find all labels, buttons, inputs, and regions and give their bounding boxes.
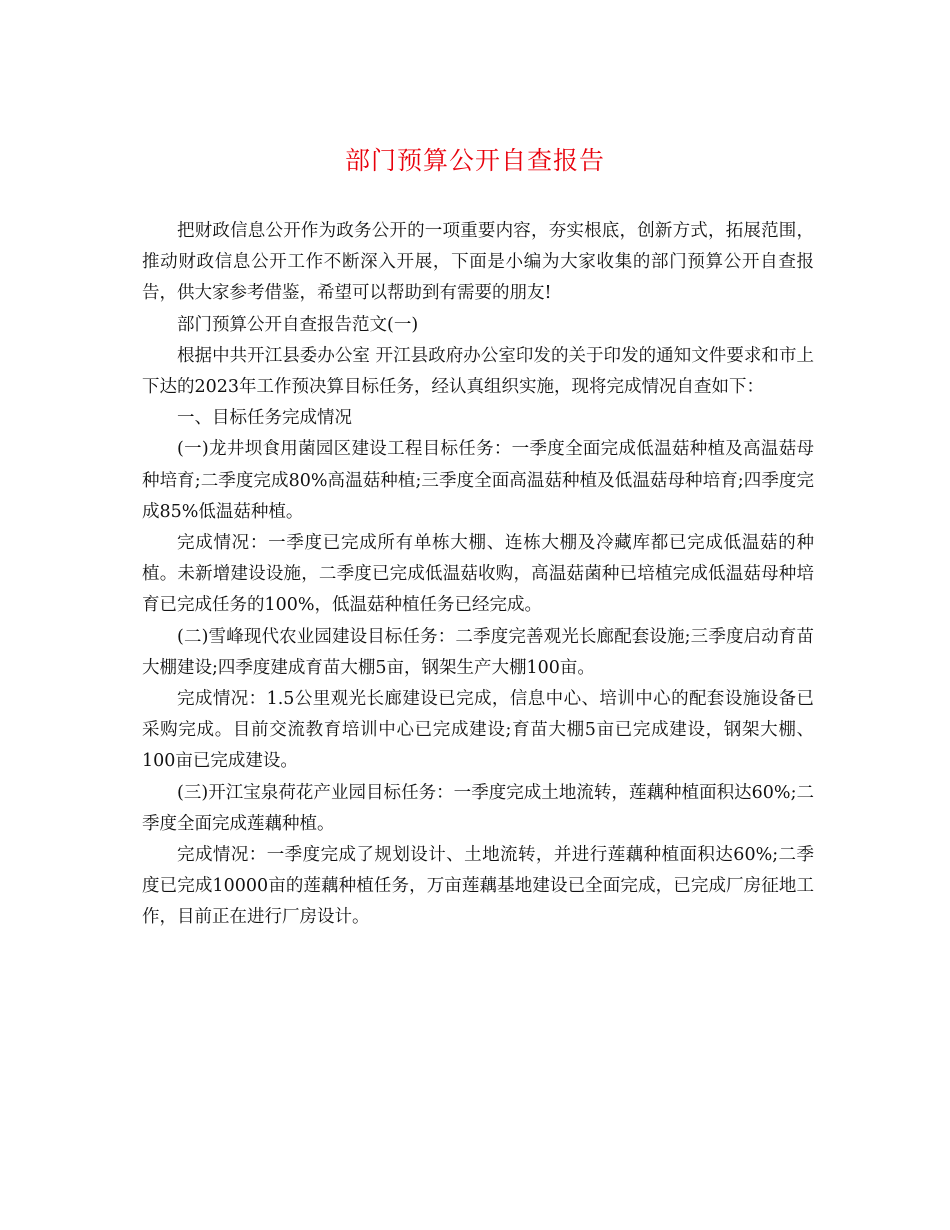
paragraph-basis: 根据中共开江县委办公室 开江县政府办公室印发的关于印发的通知文件要求和市上下达的2023年工作预决算目标任务，经认真组织实施，现将完成情况自查如下： [142,345,814,398]
paragraph-result-3: 完成情况：一季度完成了规划设计、土地流转，并进行莲藕种植面积达60%;二季度已完成10000亩的莲藕种植任务，万亩莲藕基地建设已全面完成，已完成厂房征地工作，目前正在进行厂房设计。 [142,845,814,928]
paragraph-intro: 把财政信息公开作为政务公开的一项重要内容，夯实根底，创新方式，拓展范围，推动财政信息公开工作不断深入开展，下面是小编为大家收集的部门预算公开自查报告，供大家参考借鉴，希望可以帮助到有需要的朋友! [142,221,814,304]
paragraph-task-2: (二)雪峰现代农业园建设目标任务：二季度完善观光长廊配套设施;三季度启动育苗大棚建设;四季度建成育苗大棚5亩，钢架生产大棚100亩。 [142,626,814,678]
paragraph-task-1: (一)龙井坝食用菌园区建设工程目标任务：一季度全面完成低温菇种植及高温菇母种培育;二季度完成80%高温菇种植;三季度全面高温菇种植及低温菇母种培育;四季度完成85%低温菇种植。 [142,439,814,522]
paragraph-task-3: (三)开江宝泉荷花产业园目标任务：一季度完成土地流转，莲藕种植面积达60%;二季度全面完成莲藕种植。 [142,782,814,834]
document-body [142,216,814,934]
paragraph-result-2: 完成情况：1.5公里观光长廊建设已完成，信息中心、培训中心的配套设施设备已采购完成。目前交流教育培训中心已完成建设;育苗大棚5亩已完成建设，钢架大棚、100亩已完成建设。 [142,689,814,772]
document-title: 部门预算公开自查报告 [344,146,605,175]
paragraph-sample-heading: 部门预算公开自查报告范文(一) [177,314,419,335]
section-heading-goals: 一、目标任务完成情况 [177,408,352,429]
paragraph-result-1: 完成情况：一季度已完成所有单栋大棚、连栋大棚及冷藏库都已完成低温菇的种植。未新增建设设施，二季度已完成低温菇收购，高温菇菌种已培植完成低温菇母种培育已完成任务的100%，低温菇种植任务已经完成。 [142,533,814,616]
